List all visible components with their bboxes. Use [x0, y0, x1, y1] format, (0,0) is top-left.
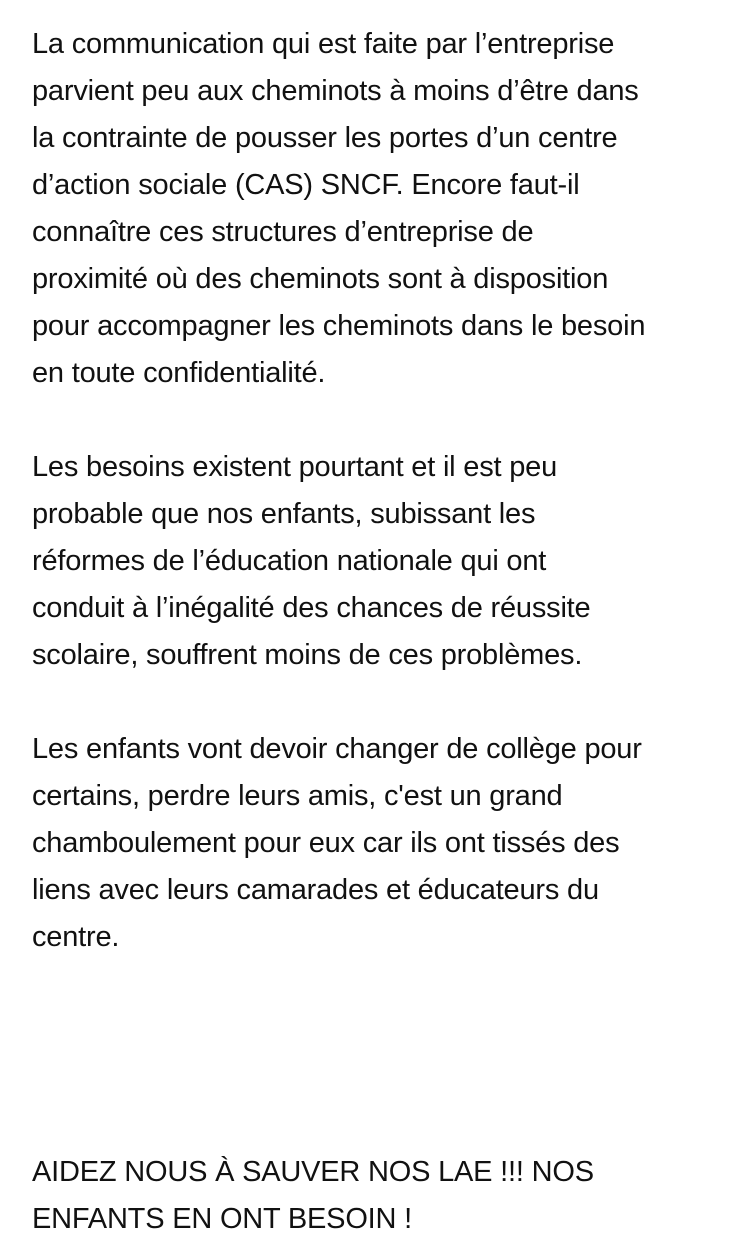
blank-space: [32, 1055, 732, 1149]
text-line: centre.: [32, 921, 120, 953]
text-line: conduit à l’inégalité des chances de réussite: [32, 592, 591, 624]
text-line: réformes de l’éducation nationale qui ont: [32, 545, 547, 577]
text-line: ENFANTS EN ONT BESOIN !: [32, 1203, 412, 1235]
text-line: connaître ces structures d’entreprise de: [32, 216, 534, 248]
text-line: AIDEZ NOUS À SAUVER NOS LAE !!! NOS: [32, 1156, 594, 1188]
text-line: certains, perdre leurs amis, c'est un grand: [32, 780, 563, 812]
closing-appeal: [32, 1149, 732, 1243]
paragraph-communication: [32, 21, 732, 397]
text-line: parvient peu aux cheminots à moins d’être dans: [32, 75, 639, 107]
text-line: d’action sociale (CAS) SNCF. Encore faut-il: [32, 169, 580, 201]
text-line: chamboulement pour eux car ils ont tissés des: [32, 827, 620, 859]
text-line: pour accompagner les cheminots dans le besoin: [32, 310, 646, 342]
text-line: en toute confidentialité.: [32, 357, 326, 389]
text-line: probable que nos enfants, subissant les: [32, 498, 536, 530]
paragraph-besoins: [32, 444, 732, 679]
text-line: La communication qui est faite par l’entreprise: [32, 28, 615, 60]
text-line: la contrainte de pousser les portes d’un centre: [32, 122, 618, 154]
text-line: Les besoins existent pourtant et il est peu: [32, 451, 558, 483]
paragraph-enfants: [32, 726, 732, 961]
text-line: liens avec leurs camarades et éducateurs du: [32, 874, 599, 906]
article-body: [32, 21, 732, 1243]
blank-space: [32, 961, 732, 1055]
text-line: Les enfants vont devoir changer de collège pour: [32, 733, 642, 765]
text-line: scolaire, souffrent moins de ces problèmes.: [32, 639, 583, 671]
text-line: proximité où des cheminots sont à disposition: [32, 263, 609, 295]
